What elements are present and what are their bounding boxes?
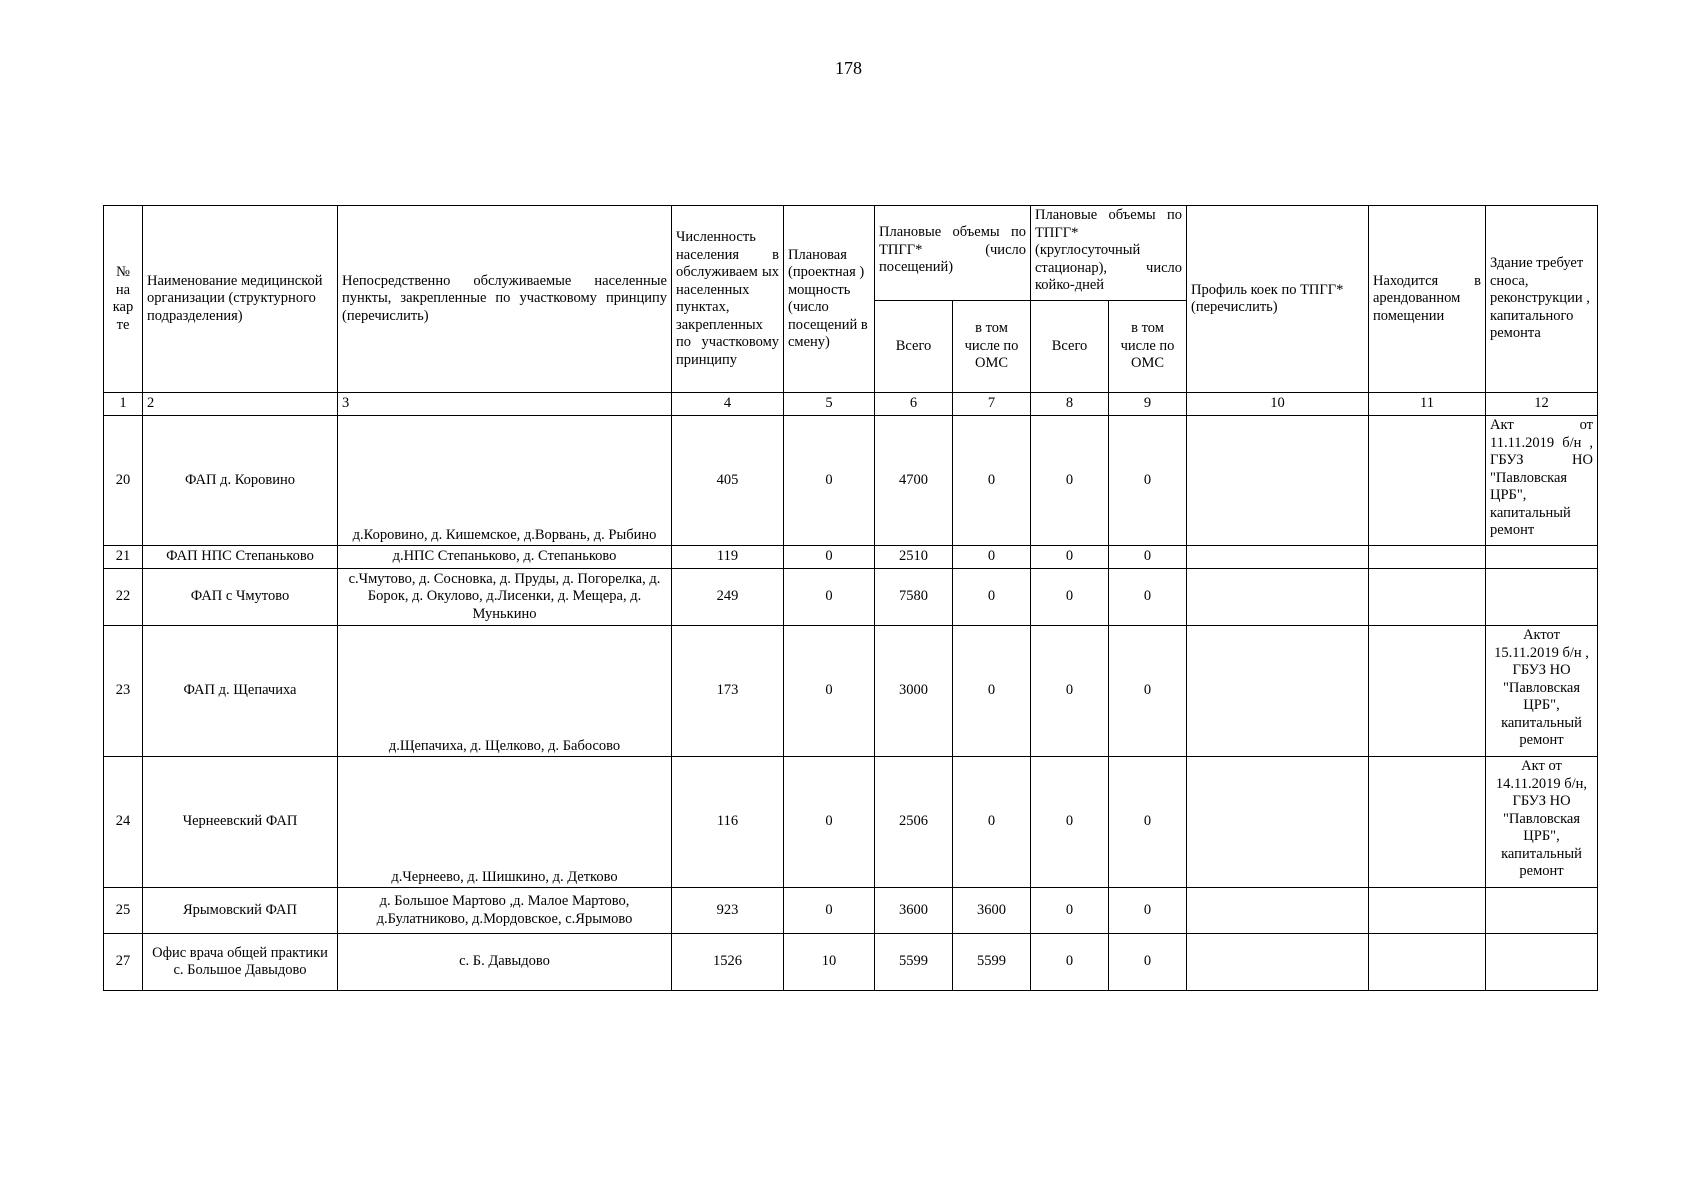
beddays-oms: 0 (1109, 888, 1187, 934)
organization-name: ФАП НПС Степаньково (143, 546, 338, 569)
bed-profile (1187, 934, 1369, 991)
header-beddays-oms: в том числе по ОМС (1109, 301, 1187, 393)
organization-name: ФАП д. Коровино (143, 416, 338, 546)
population: 119 (672, 546, 784, 569)
settlements: д.Коровино, д. Кишемское, д.Ворвань, д. Рыбино (338, 416, 672, 546)
row-number: 27 (104, 934, 143, 991)
rented-premises (1369, 416, 1486, 546)
column-number: 1 (104, 393, 143, 416)
planned-capacity: 0 (784, 888, 875, 934)
table-row (104, 934, 1598, 991)
planned-capacity: 0 (784, 757, 875, 888)
bed-profile (1187, 626, 1369, 757)
organization-name: ФАП с Чмутово (143, 569, 338, 626)
header-settlements: Непосредственно обслуживаемые населенные пункты, закрепленные по участковому принципу (перечислить) (338, 206, 672, 393)
row-number: 24 (104, 757, 143, 888)
bed-profile (1187, 416, 1369, 546)
bed-profile (1187, 888, 1369, 934)
beddays-oms: 0 (1109, 934, 1187, 991)
visits-oms: 5599 (953, 934, 1031, 991)
table-row (104, 546, 1598, 569)
visits-oms: 0 (953, 569, 1031, 626)
row-number: 23 (104, 626, 143, 757)
building-condition: Акт от 14.11.2019 б/н, ГБУЗ НО "Павловская ЦРБ", капитальный ремонт (1486, 757, 1598, 888)
beddays-total: 0 (1031, 569, 1109, 626)
column-number: 5 (784, 393, 875, 416)
beddays-total: 0 (1031, 888, 1109, 934)
visits-total: 7580 (875, 569, 953, 626)
column-number: 4 (672, 393, 784, 416)
rented-premises (1369, 546, 1486, 569)
row-number: 22 (104, 569, 143, 626)
facilities-table (103, 205, 1598, 991)
beddays-total: 0 (1031, 546, 1109, 569)
rented-premises (1369, 934, 1486, 991)
bed-profile (1187, 569, 1369, 626)
header-visits-total: Всего (875, 301, 953, 393)
visits-total: 4700 (875, 416, 953, 546)
column-number: 12 (1486, 393, 1598, 416)
column-number: 3 (338, 393, 672, 416)
row-number: 25 (104, 888, 143, 934)
organization-name: ФАП д. Щепачиха (143, 626, 338, 757)
column-number: 8 (1031, 393, 1109, 416)
table-row (104, 888, 1598, 934)
bed-profile (1187, 757, 1369, 888)
column-number: 10 (1187, 393, 1369, 416)
beddays-total: 0 (1031, 934, 1109, 991)
table-row (104, 569, 1598, 626)
beddays-total: 0 (1031, 757, 1109, 888)
planned-capacity: 0 (784, 546, 875, 569)
header-planned-capacity: Плановая (проектная ) мощность (число посещений в смену) (784, 206, 875, 393)
beddays-total: 0 (1031, 626, 1109, 757)
population: 923 (672, 888, 784, 934)
building-condition (1486, 934, 1598, 991)
table-row (104, 416, 1598, 546)
bed-profile (1187, 546, 1369, 569)
header-planned-visits: Плановые объемы по ТПГГ* (число посещений) (875, 206, 1031, 301)
rented-premises (1369, 569, 1486, 626)
visits-oms: 0 (953, 546, 1031, 569)
rented-premises (1369, 626, 1486, 757)
header-beddays-total: Всего (1031, 301, 1109, 393)
settlements: д.Щепачиха, д. Щелково, д. Бабосово (338, 626, 672, 757)
header-visits-oms: в том числе по ОМС (953, 301, 1031, 393)
visits-oms: 3600 (953, 888, 1031, 934)
building-condition (1486, 546, 1598, 569)
beddays-oms: 0 (1109, 757, 1187, 888)
header-organization-name: Наименование медицинской организации (структурного подразделения) (143, 206, 338, 393)
header-map-number: № на кар те (104, 206, 143, 393)
beddays-oms: 0 (1109, 626, 1187, 757)
visits-total: 2510 (875, 546, 953, 569)
building-condition: Актот 15.11.2019 б/н , ГБУЗ НО "Павловская ЦРБ", капитальный ремонт (1486, 626, 1598, 757)
planned-capacity: 0 (784, 626, 875, 757)
column-numbers-row (104, 393, 1598, 416)
organization-name: Чернеевский ФАП (143, 757, 338, 888)
visits-oms: 0 (953, 416, 1031, 546)
population: 116 (672, 757, 784, 888)
header-bed-profile: Профиль коек по ТПГГ* (перечислить) (1187, 206, 1369, 393)
building-condition: Акт от 11.11.2019 б/н , ГБУЗ НО "Павловская ЦРБ", капитальный ремонт (1486, 416, 1598, 546)
visits-total: 5599 (875, 934, 953, 991)
beddays-oms: 0 (1109, 569, 1187, 626)
page-number: 178 (835, 58, 862, 78)
settlements: с.Чмутово, д. Сосновка, д. Пруды, д. Погорелка, д. Борок, д. Окулово, д.Лисенки, д. Мещера, д. Мунькино (338, 569, 672, 626)
planned-capacity: 10 (784, 934, 875, 991)
header-rented-premises: Находится в арендованном помещении (1369, 206, 1486, 393)
population: 405 (672, 416, 784, 546)
population: 173 (672, 626, 784, 757)
row-number: 21 (104, 546, 143, 569)
rented-premises (1369, 757, 1486, 888)
population: 249 (672, 569, 784, 626)
building-condition (1486, 569, 1598, 626)
header-population: Численность населения в обслуживаем ых населенных пунктах, закрепленных по участковому принципу (672, 206, 784, 393)
beddays-total: 0 (1031, 416, 1109, 546)
settlements: д.НПС Степаньково, д. Степаньково (338, 546, 672, 569)
beddays-oms: 0 (1109, 546, 1187, 569)
visits-total: 2506 (875, 757, 953, 888)
beddays-oms: 0 (1109, 416, 1187, 546)
settlements: д.Чернеево, д. Шишкино, д. Детково (338, 757, 672, 888)
planned-capacity: 0 (784, 416, 875, 546)
column-number: 2 (143, 393, 338, 416)
table-row (104, 757, 1598, 888)
visits-total: 3600 (875, 888, 953, 934)
visits-oms: 0 (953, 757, 1031, 888)
row-number: 20 (104, 416, 143, 546)
settlements: д. Большое Мартово ,д. Малое Мартово, д.Булатниково, д.Мордовское, с.Ярымово (338, 888, 672, 934)
header-building-condition: Здание требует сноса, реконструкции , капитального ремонта (1486, 206, 1598, 393)
visits-oms: 0 (953, 626, 1031, 757)
column-number: 6 (875, 393, 953, 416)
organization-name: Офис врача общей практики с. Большое Давыдово (143, 934, 338, 991)
rented-premises (1369, 888, 1486, 934)
column-number: 11 (1369, 393, 1486, 416)
organization-name: Ярымовский ФАП (143, 888, 338, 934)
column-number: 9 (1109, 393, 1187, 416)
building-condition (1486, 888, 1598, 934)
visits-total: 3000 (875, 626, 953, 757)
column-number: 7 (953, 393, 1031, 416)
table-row (104, 626, 1598, 757)
header-planned-beddays: Плановые объемы по ТПГГ* (круглосуточный стационар), число койко-дней (1031, 206, 1187, 301)
settlements: с. Б. Давыдово (338, 934, 672, 991)
population: 1526 (672, 934, 784, 991)
planned-capacity: 0 (784, 569, 875, 626)
